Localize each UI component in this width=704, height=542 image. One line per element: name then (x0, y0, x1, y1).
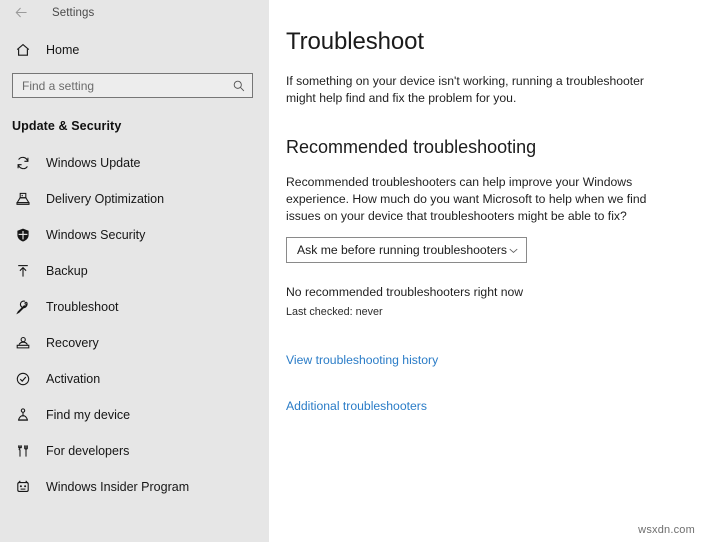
sidebar-item-activation-label: Activation (46, 372, 101, 386)
sidebar-item-troubleshoot[interactable] (0, 295, 269, 319)
check-circle-icon (12, 371, 34, 387)
sidebar-item-for-developers-label: For developers (46, 444, 130, 458)
page-title: Troubleshoot (286, 28, 424, 55)
upload-arrow-icon (12, 263, 34, 279)
chevron-down-icon (507, 244, 520, 257)
sidebar-item-windows-insider-program-label: Windows Insider Program (46, 480, 190, 494)
page-description: If something on your device isn't working, running a troubleshooter might help find and fix the problem for you. (286, 74, 644, 105)
arrow-left-icon (14, 5, 29, 20)
recommended-status-secondary: Last checked: never (286, 306, 383, 318)
sidebar-item-windows-update-label: Windows Update (46, 156, 141, 170)
main-content (269, 0, 704, 542)
tools-icon (12, 443, 34, 459)
sidebar-item-delivery-optimization-label: Delivery Optimization (46, 192, 165, 206)
sidebar-nav-list (0, 151, 269, 499)
dropdown-selected-value: Ask me before running troubleshooters (297, 243, 508, 257)
view-troubleshooting-history-link[interactable]: View troubleshooting history (286, 353, 439, 367)
recommended-troubleshooting-dropdown[interactable] (286, 237, 527, 263)
search-box[interactable] (12, 73, 253, 98)
recommended-troubleshooting-description: Recommended troubleshooters can help improve your Windows experience. How much do you want Microsoft to help when we find issues on your device that troubleshooters might be able to fix? (286, 175, 647, 223)
recommended-status-primary: No recommended troubleshooters right now (286, 285, 524, 299)
sidebar-item-backup-label: Backup (46, 264, 88, 278)
recovery-icon (12, 335, 34, 351)
delivery-icon (12, 191, 34, 207)
additional-troubleshooters-link[interactable]: Additional troubleshooters (286, 399, 427, 413)
sidebar-item-recovery-label: Recovery (46, 336, 99, 350)
wrench-icon (12, 299, 34, 315)
search-input[interactable] (22, 76, 232, 96)
shield-icon (12, 227, 34, 243)
insider-bug-icon (12, 479, 34, 495)
title-bar (0, 0, 269, 25)
sidebar-item-home-label: Home (46, 43, 80, 57)
sidebar-item-backup[interactable] (0, 259, 269, 283)
sidebar-item-windows-update[interactable] (0, 151, 269, 175)
recommended-troubleshooting-heading: Recommended troubleshooting (286, 137, 537, 157)
sidebar-item-windows-security-label: Windows Security (46, 228, 146, 242)
window-title: Settings (52, 6, 95, 19)
sidebar-item-delivery-optimization[interactable] (0, 187, 269, 211)
sidebar-item-find-my-device[interactable] (0, 403, 269, 427)
watermark: wsxdn.com (638, 524, 695, 536)
sidebar (0, 0, 269, 542)
sidebar-item-activation[interactable] (0, 367, 269, 391)
back-button[interactable] (10, 2, 32, 24)
sidebar-item-recovery[interactable] (0, 331, 269, 355)
search-icon[interactable] (232, 79, 246, 93)
refresh-icon (12, 155, 34, 171)
home-icon (12, 42, 34, 58)
find-device-icon (12, 407, 34, 423)
sidebar-item-for-developers[interactable] (0, 439, 269, 463)
sidebar-item-find-my-device-label: Find my device (46, 408, 131, 422)
sidebar-item-windows-insider-program[interactable] (0, 475, 269, 499)
sidebar-item-troubleshoot-label: Troubleshoot (46, 300, 119, 314)
sidebar-item-home[interactable] (0, 36, 269, 64)
sidebar-section-heading: Update & Security (12, 119, 122, 133)
sidebar-item-windows-security[interactable] (0, 223, 269, 247)
